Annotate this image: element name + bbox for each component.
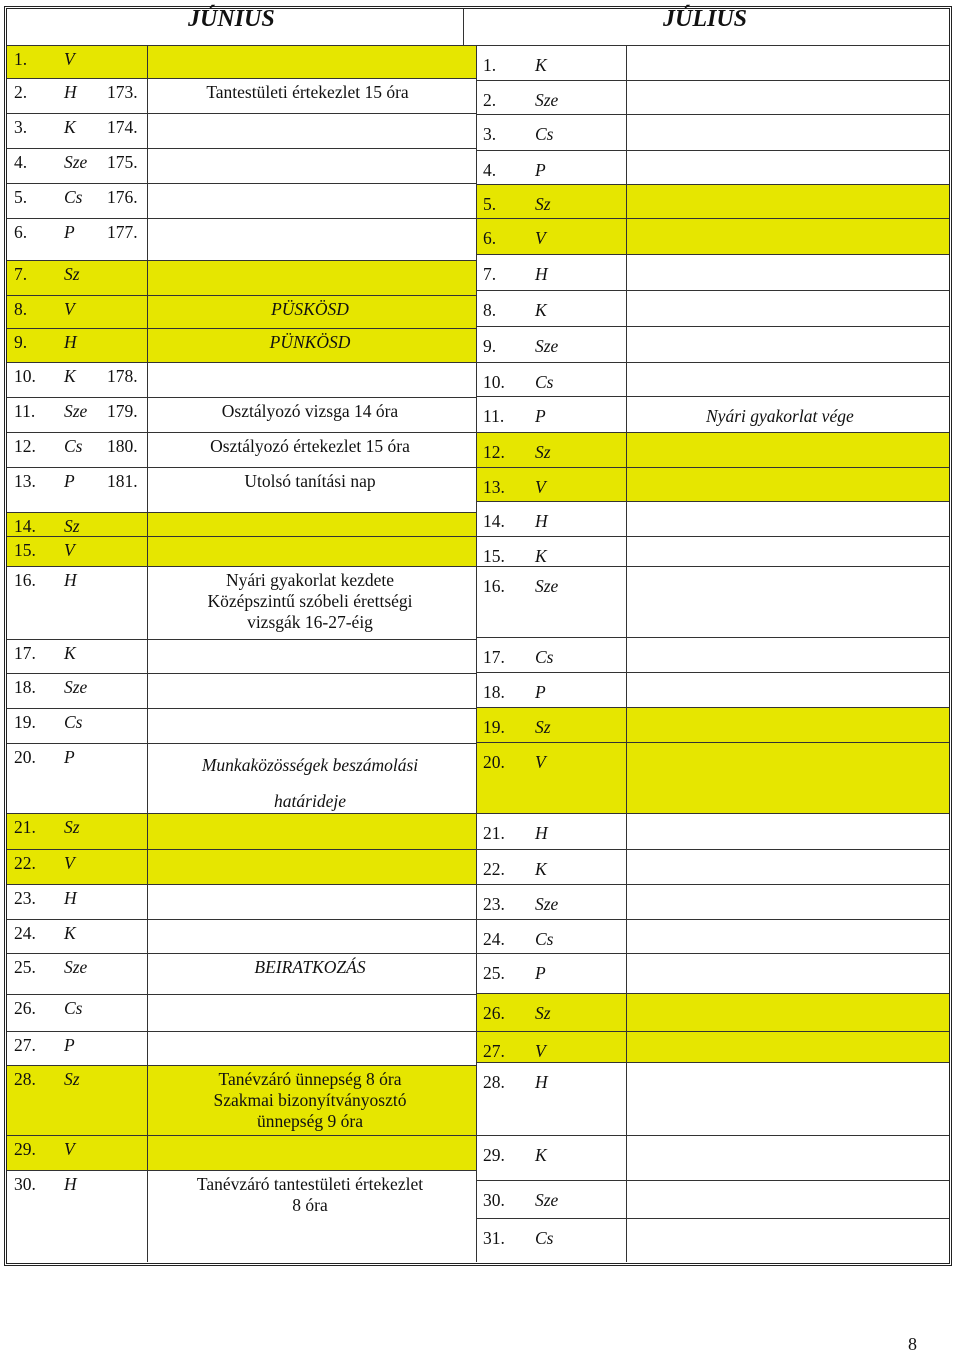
july-row-divider bbox=[476, 919, 949, 920]
july-weekday: Sze bbox=[535, 1190, 559, 1210]
june-weekday: K bbox=[64, 643, 76, 663]
july-row-divider bbox=[476, 362, 949, 363]
june-row-divider bbox=[7, 148, 476, 149]
july-weekday: Cs bbox=[535, 124, 554, 144]
june-weekday: V bbox=[64, 299, 75, 319]
june-school-day-number: 179. bbox=[107, 401, 138, 421]
july-day-number: 20. bbox=[483, 752, 505, 772]
june-row-divider bbox=[7, 432, 476, 433]
july-day-number: 8. bbox=[483, 300, 497, 320]
june-weekday: Cs bbox=[64, 187, 83, 207]
june-row-divider bbox=[7, 1031, 476, 1032]
july-day-number: 26. bbox=[483, 1003, 505, 1023]
july-row-divider bbox=[476, 1031, 949, 1032]
column-divider bbox=[626, 45, 627, 1262]
june-event-line: Középszintű szóbeli érettségi bbox=[207, 591, 413, 611]
june-weekday: Cs bbox=[64, 712, 83, 732]
june-day-number: 11. bbox=[14, 401, 36, 421]
june-day-number: 26. bbox=[14, 998, 36, 1018]
july-weekday: H bbox=[535, 511, 548, 531]
june-day-number: 25. bbox=[14, 957, 36, 977]
july-day-number: 19. bbox=[483, 717, 505, 737]
july-weekday: Sz bbox=[535, 717, 551, 737]
june-day-number: 27. bbox=[14, 1035, 36, 1055]
july-weekday: H bbox=[535, 264, 548, 284]
june-event bbox=[150, 332, 470, 353]
july-day-number: 21. bbox=[483, 823, 505, 843]
july-day-number: 4. bbox=[483, 160, 497, 180]
june-weekday: Cs bbox=[64, 998, 83, 1018]
june-day-number: 1. bbox=[14, 49, 28, 69]
july-day-number: 14. bbox=[483, 511, 505, 531]
june-school-day-number: 174. bbox=[107, 117, 138, 137]
june-row-divider bbox=[7, 743, 476, 744]
june-day-number: 17. bbox=[14, 643, 36, 663]
june-row-divider bbox=[7, 218, 476, 219]
june-row-divider bbox=[7, 994, 476, 995]
june-weekday: P bbox=[64, 747, 75, 767]
june-event-line: Tanévzáró ünnepség 8 óra bbox=[218, 1069, 402, 1089]
july-weekday: K bbox=[535, 546, 547, 566]
june-event bbox=[150, 471, 470, 492]
july-weekday: Sz bbox=[535, 442, 551, 462]
july-weekday: V bbox=[535, 1041, 546, 1061]
column-divider bbox=[476, 45, 477, 1262]
july-row-divider bbox=[476, 467, 949, 468]
june-weekday: H bbox=[64, 570, 77, 590]
july-weekday: Cs bbox=[535, 1228, 554, 1248]
july-weekday: Sz bbox=[535, 194, 551, 214]
july-weekday: V bbox=[535, 477, 546, 497]
june-event-line: Szakmai bizonyítványosztó bbox=[213, 1090, 407, 1110]
june-row-divider bbox=[7, 260, 476, 261]
june-day-number: 10. bbox=[14, 366, 36, 386]
june-day-number: 28. bbox=[14, 1069, 36, 1089]
june-row-divider bbox=[7, 953, 476, 954]
june-event-line: Tanévzáró tantestületi értekezlet bbox=[196, 1174, 424, 1194]
june-row-divider bbox=[7, 113, 476, 114]
july-day-number: 5. bbox=[483, 194, 497, 214]
june-day-number: 24. bbox=[14, 923, 36, 943]
july-weekday: P bbox=[535, 963, 546, 983]
june-event bbox=[150, 747, 470, 819]
july-weekday: Sz bbox=[535, 1003, 551, 1023]
june-event bbox=[150, 401, 470, 422]
july-row-divider bbox=[476, 326, 949, 327]
july-day-number: 18. bbox=[483, 682, 505, 702]
june-row-divider bbox=[7, 884, 476, 885]
june-day-number: 13. bbox=[14, 471, 36, 491]
june-weekday: Sz bbox=[64, 1069, 80, 1089]
june-event-line: Utolsó tanítási nap bbox=[244, 471, 376, 491]
june-day-number: 5. bbox=[14, 187, 28, 207]
june-weekend-highlight bbox=[7, 1135, 476, 1170]
june-event-line: ünnepség 9 óra bbox=[257, 1111, 363, 1131]
july-weekday: V bbox=[535, 228, 546, 248]
june-row-divider bbox=[7, 183, 476, 184]
july-day-number: 10. bbox=[483, 372, 505, 392]
july-row-divider bbox=[476, 1180, 949, 1181]
june-day-number: 7. bbox=[14, 264, 28, 284]
july-day-number: 15. bbox=[483, 546, 505, 566]
july-row-divider bbox=[476, 45, 949, 46]
july-row-divider bbox=[476, 218, 949, 219]
june-row-divider bbox=[7, 467, 476, 468]
july-row-divider bbox=[476, 566, 949, 567]
june-weekday: K bbox=[64, 923, 76, 943]
june-day-number: 9. bbox=[14, 332, 28, 352]
june-day-number: 30. bbox=[14, 1174, 36, 1194]
june-weekday: H bbox=[64, 332, 77, 352]
june-weekday: K bbox=[64, 366, 76, 386]
june-event bbox=[150, 299, 470, 320]
july-weekday: Cs bbox=[535, 647, 554, 667]
june-school-day-number: 173. bbox=[107, 82, 138, 102]
june-row-divider bbox=[7, 813, 476, 814]
july-weekday: K bbox=[535, 300, 547, 320]
june-event-line: BEIRATKOZÁS bbox=[254, 957, 366, 977]
june-row-divider bbox=[7, 1170, 476, 1171]
june-event bbox=[150, 436, 470, 457]
june-school-day-number: 178. bbox=[107, 366, 138, 386]
june-weekday: V bbox=[64, 853, 75, 873]
july-row-divider bbox=[476, 742, 949, 743]
june-weekday: H bbox=[64, 1174, 77, 1194]
june-weekday: Sze bbox=[64, 677, 88, 697]
july-row-divider bbox=[476, 396, 949, 397]
june-weekend-highlight bbox=[7, 45, 476, 78]
july-row-divider bbox=[476, 254, 949, 255]
july-day-number: 2. bbox=[483, 90, 497, 110]
june-day-number: 19. bbox=[14, 712, 36, 732]
june-row-divider bbox=[7, 919, 476, 920]
july-row-divider bbox=[476, 953, 949, 954]
july-weekday: H bbox=[535, 823, 548, 843]
june-school-day-number: 176. bbox=[107, 187, 138, 207]
june-row-divider bbox=[7, 849, 476, 850]
july-weekend-highlight bbox=[476, 218, 949, 254]
june-weekday: Sze bbox=[64, 401, 88, 421]
july-day-number: 31. bbox=[483, 1228, 505, 1248]
july-event: Nyári gyakorlat vége bbox=[706, 406, 854, 426]
june-weekday: Sz bbox=[64, 516, 80, 536]
june-event-line: PÜNKÖSD bbox=[269, 332, 351, 352]
june-weekday: Cs bbox=[64, 436, 83, 456]
july-weekday: Sze bbox=[535, 576, 559, 596]
july-weekend-highlight bbox=[476, 467, 949, 501]
june-row-divider bbox=[7, 1065, 476, 1066]
june-row-divider bbox=[7, 45, 476, 46]
july-weekday: P bbox=[535, 406, 546, 426]
june-school-day-number: 181. bbox=[107, 471, 138, 491]
june-row-divider bbox=[7, 397, 476, 398]
july-day-number: 23. bbox=[483, 894, 505, 914]
june-row-divider bbox=[7, 536, 476, 537]
july-row-divider bbox=[476, 184, 949, 185]
july-weekday: K bbox=[535, 859, 547, 879]
june-school-day-number: 177. bbox=[107, 222, 138, 242]
july-day-number: 6. bbox=[483, 228, 497, 248]
june-row-divider bbox=[7, 639, 476, 640]
july-day-number: 1. bbox=[483, 55, 497, 75]
june-weekday: V bbox=[64, 540, 75, 560]
july-row-divider bbox=[476, 637, 949, 638]
june-day-number: 14. bbox=[14, 516, 36, 536]
june-row-divider bbox=[7, 708, 476, 709]
july-day-number: 24. bbox=[483, 929, 505, 949]
june-row-divider bbox=[7, 295, 476, 296]
june-weekday: Sze bbox=[64, 957, 88, 977]
june-event-line: határideje bbox=[274, 791, 346, 811]
july-day-number: 7. bbox=[483, 264, 497, 284]
july-weekday: P bbox=[535, 682, 546, 702]
july-weekday: K bbox=[535, 55, 547, 75]
july-row-divider bbox=[476, 1218, 949, 1219]
june-weekday: V bbox=[64, 49, 75, 69]
july-day-number: 12. bbox=[483, 442, 505, 462]
june-weekday: P bbox=[64, 1035, 75, 1055]
page-number: 8 bbox=[908, 1334, 917, 1354]
june-day-number: 8. bbox=[14, 299, 28, 319]
june-row-divider bbox=[7, 566, 476, 567]
july-weekday: K bbox=[535, 1145, 547, 1165]
july-day-number: 3. bbox=[483, 124, 497, 144]
july-row-divider bbox=[476, 884, 949, 885]
july-weekday: H bbox=[535, 1072, 548, 1092]
june-weekday: Sze bbox=[64, 152, 88, 172]
july-day-number: 9. bbox=[483, 336, 497, 356]
july-day-number: 17. bbox=[483, 647, 505, 667]
june-day-number: 6. bbox=[14, 222, 28, 242]
july-day-number: 22. bbox=[483, 859, 505, 879]
header-divider bbox=[463, 9, 464, 45]
june-weekday: P bbox=[64, 471, 75, 491]
june-row-divider bbox=[7, 512, 476, 513]
june-weekend-highlight bbox=[7, 536, 476, 566]
july-day-number: 30. bbox=[483, 1190, 505, 1210]
july-weekday: Sze bbox=[535, 894, 559, 914]
july-row-divider bbox=[476, 290, 949, 291]
june-weekday: V bbox=[64, 1139, 75, 1159]
june-row-divider bbox=[7, 362, 476, 363]
july-weekday: Cs bbox=[535, 929, 554, 949]
july-day-number: 27. bbox=[483, 1041, 505, 1061]
june-day-number: 20. bbox=[14, 747, 36, 767]
june-weekday: H bbox=[64, 82, 77, 102]
july-weekday: P bbox=[535, 160, 546, 180]
june-day-number: 12. bbox=[14, 436, 36, 456]
july-day-number: 29. bbox=[483, 1145, 505, 1165]
june-day-number: 4. bbox=[14, 152, 28, 172]
june-weekday: K bbox=[64, 117, 76, 137]
june-day-number: 22. bbox=[14, 853, 36, 873]
july-row-divider bbox=[476, 1135, 949, 1136]
june-day-number: 3. bbox=[14, 117, 28, 137]
june-row-divider bbox=[7, 673, 476, 674]
june-event-line: Munkaközösségek beszámolási bbox=[201, 755, 419, 775]
july-weekend-highlight bbox=[476, 742, 949, 813]
june-weekday: P bbox=[64, 222, 75, 242]
column-divider bbox=[147, 45, 148, 1262]
july-row-divider bbox=[476, 672, 949, 673]
june-row-divider bbox=[7, 78, 476, 79]
july-weekend-highlight bbox=[476, 1031, 949, 1062]
june-day-number: 23. bbox=[14, 888, 36, 908]
june-weekday: Sz bbox=[64, 264, 80, 284]
july-weekday: Cs bbox=[535, 372, 554, 392]
july-row-divider bbox=[476, 1062, 949, 1063]
july-weekday: V bbox=[535, 752, 546, 772]
june-event-line: PÜSKÖSD bbox=[271, 299, 349, 319]
july-row-divider bbox=[476, 813, 949, 814]
july-row-divider bbox=[476, 849, 949, 850]
june-day-number: 29. bbox=[14, 1139, 36, 1159]
june-event-line: vizsgák 16-27-éig bbox=[247, 612, 373, 632]
june-weekday: Sz bbox=[64, 817, 80, 837]
july-row-divider bbox=[476, 536, 949, 537]
july-row-divider bbox=[476, 80, 949, 81]
june-day-number: 16. bbox=[14, 570, 36, 590]
june-day-number: 15. bbox=[14, 540, 36, 560]
june-event bbox=[150, 1174, 470, 1216]
june-event-line: Nyári gyakorlat kezdete bbox=[225, 570, 395, 590]
june-heading: JÚNIUS bbox=[188, 6, 275, 32]
june-event bbox=[150, 1069, 470, 1132]
july-row-divider bbox=[476, 707, 949, 708]
june-day-number: 21. bbox=[14, 817, 36, 837]
june-event-line: Osztályozó vizsga 14 óra bbox=[221, 401, 399, 421]
june-event-line: 8 óra bbox=[292, 1195, 328, 1215]
july-row-divider bbox=[476, 993, 949, 994]
june-weekend-highlight bbox=[7, 849, 476, 884]
july-day-number: 11. bbox=[483, 406, 505, 426]
june-school-day-number: 180. bbox=[107, 436, 138, 456]
june-event-line: Tantestületi értekezlet 15 óra bbox=[206, 82, 409, 102]
june-day-number: 18. bbox=[14, 677, 36, 697]
june-weekday: H bbox=[64, 888, 77, 908]
july-day-number: 25. bbox=[483, 963, 505, 983]
june-event bbox=[170, 82, 445, 103]
june-event bbox=[150, 570, 470, 633]
june-row-divider bbox=[7, 1135, 476, 1136]
july-day-number: 28. bbox=[483, 1072, 505, 1092]
june-event bbox=[150, 957, 470, 978]
july-weekday: Sze bbox=[535, 90, 559, 110]
june-event-line: Osztályozó értekezlet 15 óra bbox=[210, 436, 410, 456]
june-school-day-number: 175. bbox=[107, 152, 138, 172]
july-day-number: 13. bbox=[483, 477, 505, 497]
june-row-divider bbox=[7, 328, 476, 329]
july-day-number: 16. bbox=[483, 576, 505, 596]
july-heading: JÚLIUS bbox=[663, 6, 748, 32]
july-row-divider bbox=[476, 150, 949, 151]
june-day-number: 2. bbox=[14, 82, 28, 102]
july-row-divider bbox=[476, 114, 949, 115]
july-row-divider bbox=[476, 501, 949, 502]
july-weekday: Sze bbox=[535, 336, 559, 356]
july-row-divider bbox=[476, 432, 949, 433]
